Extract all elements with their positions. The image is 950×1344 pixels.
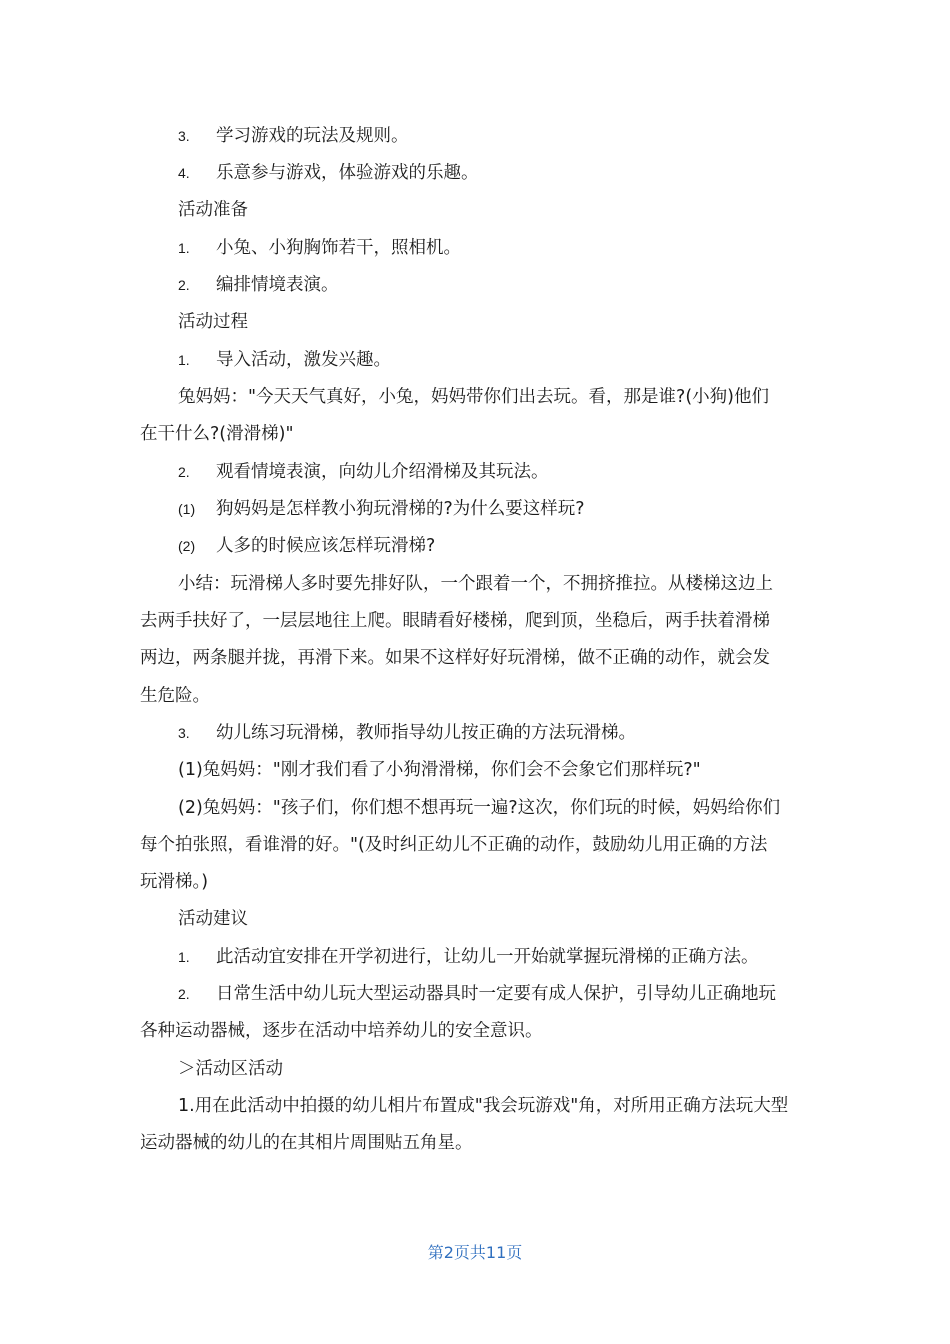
- page-footer: 第2页共11页: [427, 1243, 523, 1262]
- paragraph-line: 玩滑梯。): [140, 872, 209, 892]
- paragraph-line: 各种运动器械，逐步在活动中培养幼儿的安全意识。: [140, 1021, 543, 1041]
- paragraph-line: 1.用在此活动中拍摄的幼儿相片布置成"我会玩游戏"角，对所用正确方法玩大型: [178, 1096, 789, 1116]
- list-item: [178, 236, 848, 260]
- item-number: 3.: [178, 725, 190, 741]
- paragraph-line: 生危险。: [140, 686, 210, 706]
- item-number: 2.: [178, 464, 190, 480]
- paragraph-line: 小结：玩滑梯人多时要先排好队，一个跟着一个，不拥挤推拉。从楼梯这边上: [178, 574, 773, 594]
- list-item: [178, 348, 848, 372]
- section-heading: 活动过程: [178, 312, 248, 332]
- item-text: 人多的时候应该怎样玩滑梯?: [216, 536, 436, 556]
- paragraph-line: 两边，两条腿并拢，再滑下来。如果不这样好好玩滑梯，做不正确的动作，就会发: [140, 648, 770, 668]
- item-text: 小兔、小狗胸饰若干，照相机。: [216, 238, 461, 258]
- item-text: 编排情境表演。: [216, 275, 339, 295]
- paragraph-line: 运动器械的幼儿的在其相片周围贴五角星。: [140, 1133, 473, 1153]
- item-number: (2): [178, 538, 196, 554]
- item-text: 此活动宜安排在开学初进行，让幼儿一开始就掌握玩滑梯的正确方法。: [216, 947, 759, 967]
- item-number: 4.: [178, 165, 190, 181]
- item-number: 1.: [178, 949, 190, 965]
- paragraph-line: 去两手扶好了，一层层地往上爬。眼睛看好楼梯，爬到顶，坐稳后，两手扶着滑梯: [140, 611, 770, 631]
- item-number: 1.: [178, 240, 190, 256]
- list-item: [178, 721, 848, 745]
- item-number: (1): [178, 501, 196, 517]
- paragraph-line: 在干什么?(滑滑梯)": [140, 424, 294, 444]
- paragraph-line: 兔妈妈："今天天气真好，小兔，妈妈带你们出去玩。看，那是谁?(小狗)他们: [178, 387, 769, 407]
- item-text: 导入活动，激发兴趣。: [216, 350, 391, 370]
- list-item: [178, 124, 848, 148]
- list-item: [178, 534, 848, 558]
- item-text: 观看情境表演，向幼儿介绍滑梯及其玩法。: [216, 462, 549, 482]
- item-number: 2.: [178, 277, 190, 293]
- section-heading: 活动准备: [178, 200, 248, 220]
- item-text: 日常生活中幼儿玩大型运动器具时一定要有成人保护，引导幼儿正确地玩: [216, 984, 776, 1004]
- item-number: 1.: [178, 352, 190, 368]
- list-item: [178, 161, 848, 185]
- paragraph-line: 每个拍张照，看谁滑的好。"(及时纠正幼儿不正确的动作，鼓励幼儿用正确的方法: [140, 835, 768, 855]
- paragraph-line: (2)兔妈妈："孩子们，你们想不想再玩一遍?这次，你们玩的时候，妈妈给你们: [178, 798, 781, 818]
- item-number: 3.: [178, 128, 190, 144]
- item-text: 乐意参与游戏，体验游戏的乐趣。: [216, 163, 479, 183]
- list-item: [178, 945, 848, 969]
- list-item: [178, 982, 848, 1006]
- paragraph-line: (1)兔妈妈："刚才我们看了小狗滑滑梯，你们会不会象它们那样玩?": [178, 760, 701, 780]
- item-text: 狗妈妈是怎样教小狗玩滑梯的?为什么要这样玩?: [216, 499, 585, 519]
- item-number: 2.: [178, 986, 190, 1002]
- section-heading: 活动建议: [178, 909, 248, 929]
- list-item: [178, 460, 848, 484]
- list-item: [178, 273, 848, 297]
- section-heading: ＞活动区活动: [178, 1059, 283, 1079]
- item-text: 学习游戏的玩法及规则。: [216, 126, 409, 146]
- item-text: 幼儿练习玩滑梯，教师指导幼儿按正确的方法玩滑梯。: [216, 723, 636, 743]
- list-item: [178, 497, 848, 521]
